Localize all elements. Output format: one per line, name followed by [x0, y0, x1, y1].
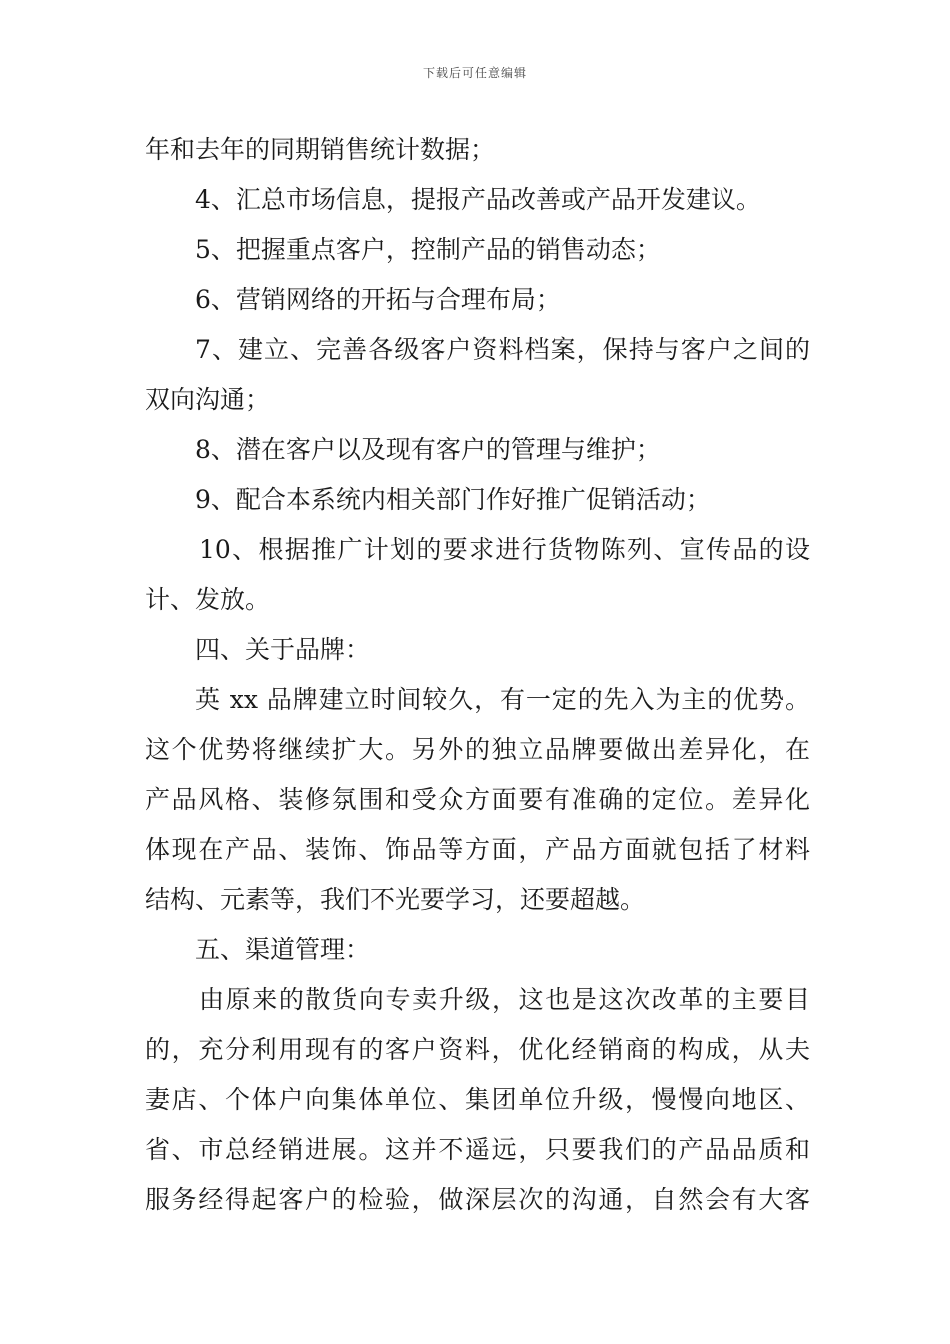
paragraph-line: 9、配合本系统内相关部门作好推广促销活动；: [195, 485, 711, 514]
paragraph-line: 6、营销网络的开拓与合理布局；: [195, 285, 561, 314]
paragraph-line: 年和去年的同期销售统计数据；: [145, 135, 496, 164]
paragraph-line: 7、建立、完善各级客户资料档案，保持与客户之间的: [195, 335, 810, 364]
paragraph-line: 8、潜在客户以及现有客户的管理与维护；: [195, 435, 661, 464]
paragraph-line: 产品风格、装修氛围和受众方面要有准确的定位。差异化: [145, 785, 810, 814]
document-body: [145, 125, 810, 1225]
paragraph-line: 英 xx 品牌建立时间较久，有一定的先入为主的优势。: [195, 685, 810, 714]
paragraph-line: 服务经得起客户的检验，做深层次的沟通，自然会有大客: [145, 1185, 810, 1214]
paragraph-line: 这个优势将继续扩大。另外的独立品牌要做出差异化，在: [145, 735, 810, 764]
paragraph-line: 5、把握重点客户，控制产品的销售动态；: [195, 235, 661, 264]
paragraph-line: 双向沟通；: [145, 385, 271, 414]
paragraph-line: 10、根据推广计划的要求进行货物陈列、宣传品的设: [199, 535, 810, 564]
page-header-note: 下载后可任意编辑: [422, 66, 527, 80]
paragraph-line: 体现在产品、装饰、饰品等方面，产品方面就包括了材料: [145, 835, 810, 864]
paragraph-line: 计、发放。: [145, 585, 271, 614]
paragraph-line: 由原来的散货向专卖升级，这也是这次改革的主要目: [199, 985, 810, 1014]
paragraph-line: 4、汇总市场信息，提报产品改善或产品开发建议。: [195, 185, 761, 214]
paragraph-line: 省、市总经销进展。这并不遥远，只要我们的产品品质和: [145, 1135, 810, 1164]
paragraph-line: 妻店、个体户向集体单位、集团单位升级，慢慢向地区、: [145, 1085, 810, 1114]
section-heading: 四、关于品牌：: [195, 635, 371, 664]
section-heading: 五、渠道管理：: [195, 935, 371, 964]
paragraph-line: 的，充分利用现有的客户资料，优化经销商的构成，从夫: [145, 1035, 810, 1064]
paragraph-line: 结构、元素等，我们不光要学习，还要超越。: [145, 885, 646, 914]
